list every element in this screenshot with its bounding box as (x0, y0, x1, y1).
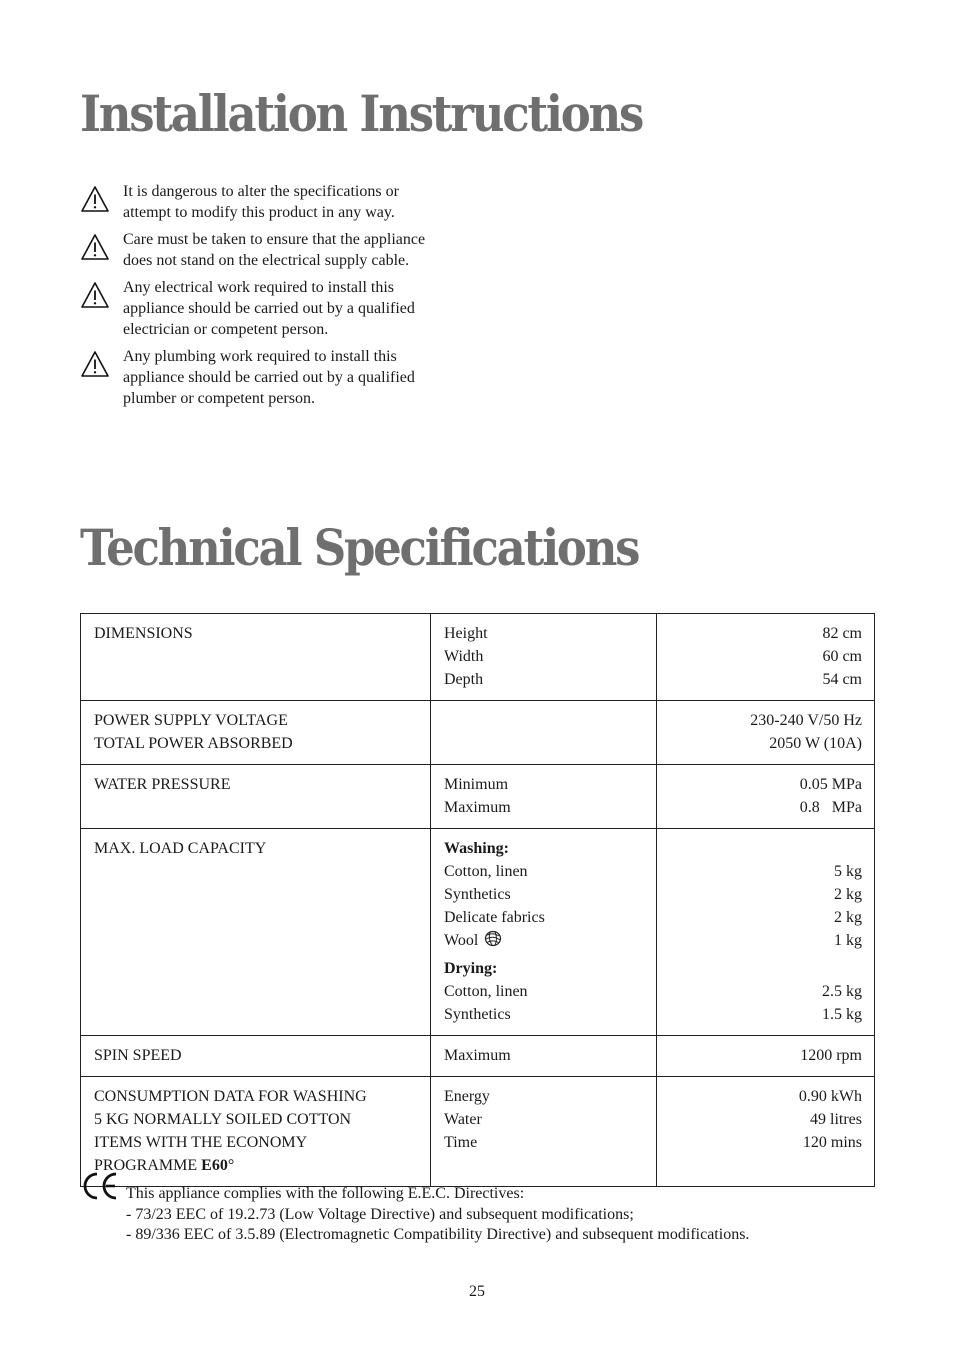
warning-list (80, 181, 460, 415)
spec-values: 1200 rpm (657, 1036, 875, 1077)
warning-text: It is dangerous to alter the specifications or attempt to modify this product in any way. (123, 183, 399, 221)
warning-item (80, 346, 460, 409)
table-row (81, 1036, 875, 1077)
warning-item (80, 181, 460, 223)
warning-triangle-icon (80, 185, 110, 213)
warning-triangle-icon (80, 281, 110, 309)
technical-title: Technical Specifications (80, 518, 639, 577)
spec-labels: Height Width Depth (431, 614, 657, 701)
spec-values: 0.90 kWh 49 litres 120 mins (657, 1077, 875, 1187)
spec-category: DIMENSIONS (81, 614, 431, 701)
table-row (81, 829, 875, 1036)
compliance-item: - 73/23 EEC of 19.2.73 (Low Voltage Directive) and subsequent modifications; (126, 1205, 634, 1223)
warning-text: Care must be taken to ensure that the appliance does not stand on the electrical supply cable. (123, 231, 426, 269)
table-row (81, 701, 875, 765)
spec-labels (431, 701, 657, 765)
compliance-item: - 89/336 EEC of 3.5.89 (Electromagnetic Compatibility Directive) and subsequent modifications. (126, 1226, 750, 1243)
ce-mark-icon (82, 1171, 120, 1201)
spec-category: SPIN SPEED (81, 1036, 431, 1077)
spec-category: MAX. LOAD CAPACITY (81, 829, 431, 1036)
spec-table (80, 613, 875, 1187)
table-row (81, 614, 875, 701)
spec-category: CONSUMPTION DATA FOR WASHING 5 KG NORMALLY SOILED COTTON ITEMS WITH THE ECONOMY PROGRAMME E60° (81, 1077, 431, 1187)
programme-code: E60 (201, 1157, 228, 1174)
washing-heading: Washing: (444, 840, 509, 857)
spec-values: 82 cm 60 cm 54 cm (657, 614, 875, 701)
drying-heading: Drying: (444, 960, 498, 977)
spec-category: WATER PRESSURE (81, 765, 431, 829)
programme-line: PROGRAMME E60° (94, 1157, 235, 1174)
spec-labels: Minimum Maximum (431, 765, 657, 829)
warning-item (80, 229, 460, 271)
table-row (81, 1077, 875, 1187)
spec-values: 230-240 V/50 Hz 2050 W (10A) (657, 701, 875, 765)
spec-category: POWER SUPPLY VOLTAGE TOTAL POWER ABSORBED (81, 701, 431, 765)
warning-triangle-icon (80, 350, 110, 378)
spec-values: 5 kg 2 kg 2 kg 1 kg 2.5 kg 1.5 kg (657, 829, 875, 1036)
compliance-intro: This appliance complies with the following E.E.C. Directives: (126, 1185, 525, 1202)
page-number: 25 (469, 1283, 485, 1300)
compliance-text (126, 1184, 749, 1246)
installation-title: Installation Instructions (80, 84, 643, 143)
warning-item (80, 277, 460, 340)
spec-labels: Maximum (431, 1036, 657, 1077)
table-row (81, 765, 875, 829)
wool-yarn-icon (483, 929, 503, 947)
spec-labels: Energy Water Time (431, 1077, 657, 1187)
wool-line: Wool (444, 929, 644, 952)
warning-triangle-icon (80, 233, 110, 261)
spec-values: 0.05 MPa 0.8 MPa (657, 765, 875, 829)
warning-text: Any electrical work required to install this appliance should be carried out by a qualified electrician or competent person. (123, 279, 415, 338)
warning-text: Any plumbing work required to install this appliance should be carried out by a qualified plumber or competent person. (123, 348, 415, 407)
spec-labels: Washing: Cotton, linen Synthetics Delicate fabrics Wool Drying: Cotton, linen Synthetics (431, 829, 657, 1036)
